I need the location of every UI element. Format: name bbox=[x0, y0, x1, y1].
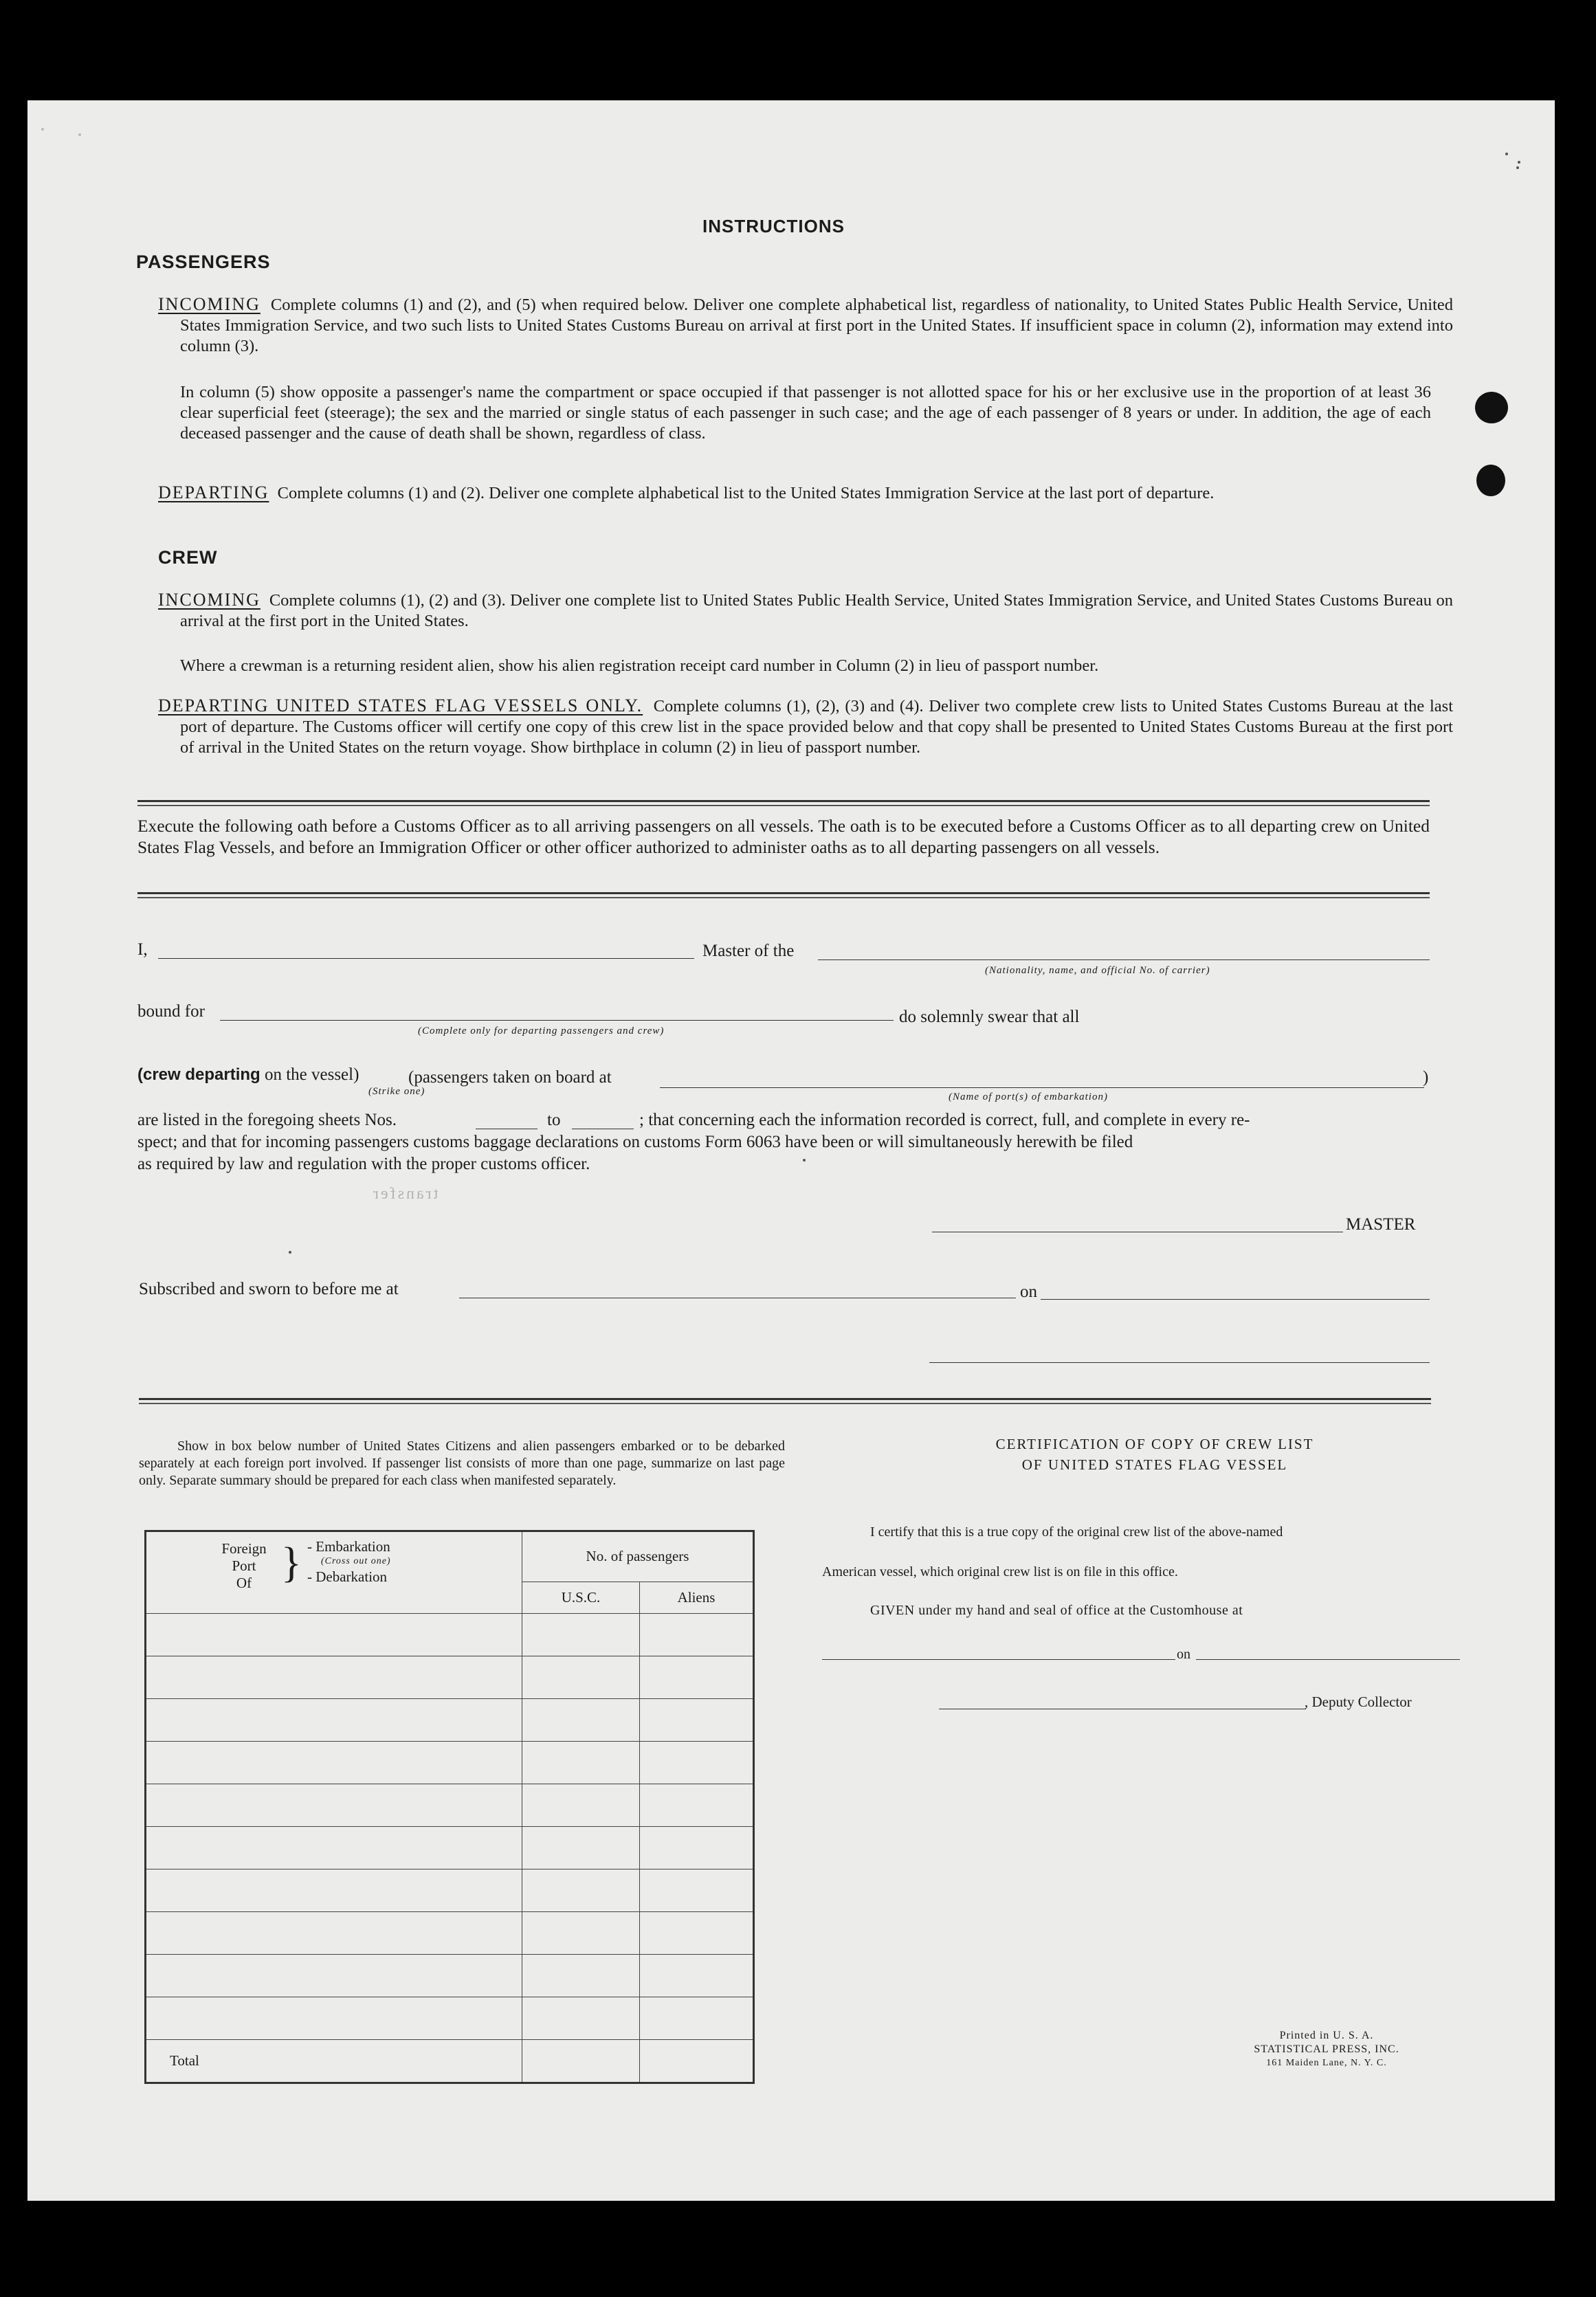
passengers-departing-label: DEPARTING bbox=[158, 482, 269, 502]
ink-blot bbox=[1475, 392, 1508, 423]
master-name-field[interactable] bbox=[158, 958, 694, 959]
certification-line-2: American vessel, which original crew list is on file in this office. bbox=[822, 1564, 1178, 1579]
table-row bbox=[146, 1912, 754, 1955]
bound-for-label: bound for bbox=[137, 1002, 205, 1021]
port-cell[interactable] bbox=[146, 1997, 522, 2040]
section-divider bbox=[137, 800, 1430, 806]
embarkation-port-field[interactable] bbox=[660, 1087, 1424, 1088]
speck bbox=[1516, 166, 1519, 169]
crew-departing-paragraph bbox=[158, 696, 1453, 758]
certification-line-3: GIVEN under my hand and seal of office at the Customhouse at bbox=[870, 1603, 1243, 1618]
certification-heading-1: CERTIFICATION OF COPY OF CREW LIST bbox=[995, 1436, 1314, 1452]
port-header-label bbox=[210, 1540, 278, 1592]
listed-text-c: spect; and that for incoming passengers customs baggage declarations on customs Form 6063 have been or will simultaneously herewith be filed bbox=[137, 1133, 1133, 1151]
passenger-summary-table bbox=[144, 1530, 755, 2084]
speck bbox=[289, 1251, 291, 1254]
usc-cell[interactable] bbox=[522, 1912, 640, 1955]
passengers-incoming-text: Complete columns (1) and (2), and (5) when required below. Deliver one complete alphabetical list, regardless of nationality, to United States Public Health Service, United States Immigration Service, and two such lists to United States Customs Bureau on arrival at first port in the United States. If insufficient space in column (2), information may extend into column (3). bbox=[180, 296, 1453, 355]
usc-cell[interactable] bbox=[522, 1742, 640, 1784]
table-row bbox=[146, 1614, 754, 1656]
listed-text-d: as required by law and regulation with the proper customs officer. bbox=[137, 1155, 590, 1173]
aliens-cell[interactable] bbox=[640, 1997, 754, 2040]
listed-text-a: are listed in the foregoing sheets Nos. bbox=[137, 1111, 397, 1129]
crew-incoming-label: INCOMING bbox=[158, 590, 261, 610]
speck bbox=[41, 128, 44, 131]
usc-cell[interactable] bbox=[522, 1997, 640, 2040]
faint-stamp: transfer bbox=[371, 1185, 439, 1203]
crew-departing-label: DEPARTING UNITED STATES FLAG VESSELS ONLY. bbox=[158, 696, 643, 715]
speck bbox=[1505, 153, 1508, 155]
certification-line-1: I certify that this is a true copy of the original crew list of the above-named bbox=[870, 1524, 1283, 1540]
aliens-header: Aliens bbox=[640, 1582, 754, 1613]
usc-cell[interactable] bbox=[522, 1869, 640, 1912]
port-header-cell bbox=[146, 1531, 522, 1614]
strike-one-caption: (Strike one) bbox=[368, 1086, 425, 1097]
no-passengers-header: No. of passengers bbox=[522, 1531, 754, 1582]
port-cell[interactable] bbox=[146, 1656, 522, 1699]
aliens-cell[interactable] bbox=[640, 1827, 754, 1869]
aliens-cell[interactable] bbox=[640, 1742, 754, 1784]
master-label: MASTER bbox=[1346, 1215, 1416, 1234]
section-divider bbox=[139, 1398, 1431, 1404]
port-cell[interactable] bbox=[146, 1699, 522, 1742]
total-row bbox=[146, 2040, 754, 2083]
subscribed-label: Subscribed and sworn to before me at bbox=[139, 1280, 399, 1298]
port-label: Port bbox=[232, 1557, 256, 1574]
crew-resident-paragraph: Where a crewman is a returning resident alien, show his alien registration receipt card number in Column (2) in lieu of passport number. bbox=[180, 656, 1099, 675]
cross-out-caption: (Cross out one) bbox=[321, 1556, 391, 1566]
carrier-caption: (Nationality, name, and official No. of carrier) bbox=[985, 965, 1210, 976]
passengers-incoming-label: INCOMING bbox=[158, 294, 261, 314]
aliens-cell[interactable] bbox=[640, 1656, 754, 1699]
certification-heading-2: OF UNITED STATES FLAG VESSEL bbox=[1021, 1456, 1288, 1473]
form-sheet bbox=[27, 100, 1555, 2201]
crew-incoming-text: Complete columns (1), (2) and (3). Deliver one complete list to United States Public Health Service, United States Immigration Service, and United States Customs Bureau on arrival at the first port in the United States. bbox=[180, 591, 1454, 630]
port-cell[interactable] bbox=[146, 1742, 522, 1784]
bound-for-caption: (Complete only for departing passengers and crew) bbox=[418, 1025, 665, 1036]
aliens-cell[interactable] bbox=[640, 1784, 754, 1827]
listed-to-label: to bbox=[547, 1111, 561, 1129]
aliens-cell[interactable] bbox=[640, 1699, 754, 1742]
crew-departing-label: (crew departing bbox=[137, 1065, 261, 1084]
aliens-cell[interactable] bbox=[640, 1869, 754, 1912]
summary-instructions: Show in box below number of United States Citizens and alien passengers embarked or to be debarked separately at each foreign port involved. If passenger list consists of more than one page, summarize on last page only. Separate summary should be prepared for each class when manifested separately. bbox=[139, 1439, 785, 1488]
officer-signature-field[interactable] bbox=[929, 1362, 1430, 1363]
certification-on-label: on bbox=[1177, 1647, 1190, 1662]
total-label: Total bbox=[146, 2040, 522, 2083]
crew-incoming-paragraph bbox=[158, 590, 1453, 632]
speck bbox=[78, 133, 81, 136]
usc-cell[interactable] bbox=[522, 1827, 640, 1869]
total-usc-cell[interactable] bbox=[522, 2040, 640, 2083]
aliens-cell[interactable] bbox=[640, 1955, 754, 1997]
table-row bbox=[146, 1656, 754, 1699]
usc-cell[interactable] bbox=[522, 1614, 640, 1656]
passengers-column5-paragraph: In column (5) show opposite a passenger's name the compartment or space occupied if that passenger is not allotted space for his or her exclusive use in the proportion of at least 36 clear superficial feet (steerage); the sex and the married or single status of each passenger in such case; and the age of each passenger of 8 years or under. In addition, the age of each deceased passenger and the cause of death shall be shown, regardless of class. bbox=[180, 383, 1431, 443]
printer-line-3: 161 Maiden Lane, N. Y. C. bbox=[1266, 2058, 1387, 2068]
bound-for-field[interactable] bbox=[220, 1020, 894, 1021]
table-row bbox=[146, 1869, 754, 1912]
printer-imprint bbox=[1223, 2029, 1430, 2070]
usc-cell[interactable] bbox=[522, 1699, 640, 1742]
swear-label: do solemnly swear that all bbox=[899, 1008, 1080, 1026]
passengers-departing-text: Complete columns (1) and (2). Deliver one complete alphabetical list to the United States Immigration Service at the last port of departure. bbox=[277, 484, 1215, 502]
listed-text-b: ; that concerning each the information recorded is correct, full, and complete in every re- bbox=[639, 1111, 1250, 1129]
table-row bbox=[146, 1699, 754, 1742]
table-row bbox=[146, 1827, 754, 1869]
table-row bbox=[146, 1742, 754, 1784]
of-label: Of bbox=[236, 1575, 252, 1591]
table-row bbox=[146, 1955, 754, 1997]
aliens-cell[interactable] bbox=[640, 1912, 754, 1955]
passengers-departing-paragraph bbox=[158, 482, 1453, 504]
customhouse-field[interactable] bbox=[822, 1659, 1175, 1660]
usc-cell[interactable] bbox=[522, 1656, 640, 1699]
usc-header: U.S.C. bbox=[522, 1582, 640, 1613]
ink-blot bbox=[1476, 465, 1505, 496]
aliens-cell[interactable] bbox=[640, 1614, 754, 1656]
on-the-vessel-label: on the vessel) bbox=[264, 1065, 359, 1084]
port-cell[interactable] bbox=[146, 1827, 522, 1869]
table-row bbox=[146, 1784, 754, 1827]
embark-debark-options bbox=[307, 1539, 391, 1584]
certification-date-field[interactable] bbox=[1196, 1659, 1460, 1660]
usc-cell[interactable] bbox=[522, 1955, 640, 1997]
close-paren: ) bbox=[1423, 1068, 1429, 1087]
instructions-title: INSTRUCTIONS bbox=[702, 216, 845, 236]
crew-departing-option[interactable] bbox=[137, 1065, 359, 1085]
oath-intro: Execute the following oath before a Customs Officer as to all arriving passengers on all vessels. The oath is to be executed before a Customs Officer as to all departing crew on United States Flag Vessels, and before an Immigration Officer or other officer authorized to administer oaths as to all departing passengers on all vessels. bbox=[137, 816, 1430, 857]
port-cell[interactable] bbox=[146, 1784, 522, 1827]
brace-icon: } bbox=[281, 1540, 302, 1586]
total-aliens-cell[interactable] bbox=[640, 2040, 754, 2083]
sworn-date-field[interactable] bbox=[1041, 1299, 1430, 1300]
port-cell[interactable] bbox=[146, 1955, 522, 1997]
oath-i-label: I, bbox=[137, 940, 148, 959]
speck bbox=[1518, 161, 1520, 164]
port-cell[interactable] bbox=[146, 1912, 522, 1955]
usc-cell[interactable] bbox=[522, 1784, 640, 1827]
passengers-incoming-paragraph bbox=[158, 294, 1453, 357]
sworn-on-label: on bbox=[1020, 1283, 1037, 1301]
passengers-heading: PASSENGERS bbox=[136, 252, 271, 272]
port-cell[interactable] bbox=[146, 1614, 522, 1656]
printer-line-2: STATISTICAL PRESS, INC. bbox=[1254, 2043, 1399, 2055]
passengers-taken-option[interactable]: (passengers taken on board at bbox=[408, 1068, 612, 1087]
speck bbox=[803, 1159, 806, 1162]
port-cell[interactable] bbox=[146, 1869, 522, 1912]
embarkation-option[interactable]: - Embarkation bbox=[307, 1538, 390, 1555]
master-of-label: Master of the bbox=[702, 942, 795, 960]
table-row bbox=[146, 1997, 754, 2040]
crew-departing-text: Complete columns (1), (2), (3) and (4). Deliver two complete crew lists to United States Customs Bureau at the last port of departure. The Customs officer will certify one copy of this crew list in the space provided below and that copy shall be presented to United States Customs Bureau at the first port of arrival in the United States on the return voyage. Show birthplace in column (2) in lieu of passport number. bbox=[180, 697, 1454, 757]
crew-heading: CREW bbox=[158, 547, 218, 568]
deputy-collector-label: , Deputy Collector bbox=[1305, 1694, 1412, 1710]
debarkation-option[interactable]: - Debarkation bbox=[307, 1568, 388, 1585]
embarkation-port-caption: (Name of port(s) of embarkation) bbox=[949, 1091, 1108, 1102]
printer-line-1: Printed in U. S. A. bbox=[1279, 2030, 1374, 2041]
carrier-field[interactable] bbox=[818, 959, 1430, 960]
certification-heading bbox=[887, 1434, 1423, 1475]
foreign-label: Foreign bbox=[221, 1540, 267, 1557]
section-divider bbox=[137, 892, 1430, 898]
